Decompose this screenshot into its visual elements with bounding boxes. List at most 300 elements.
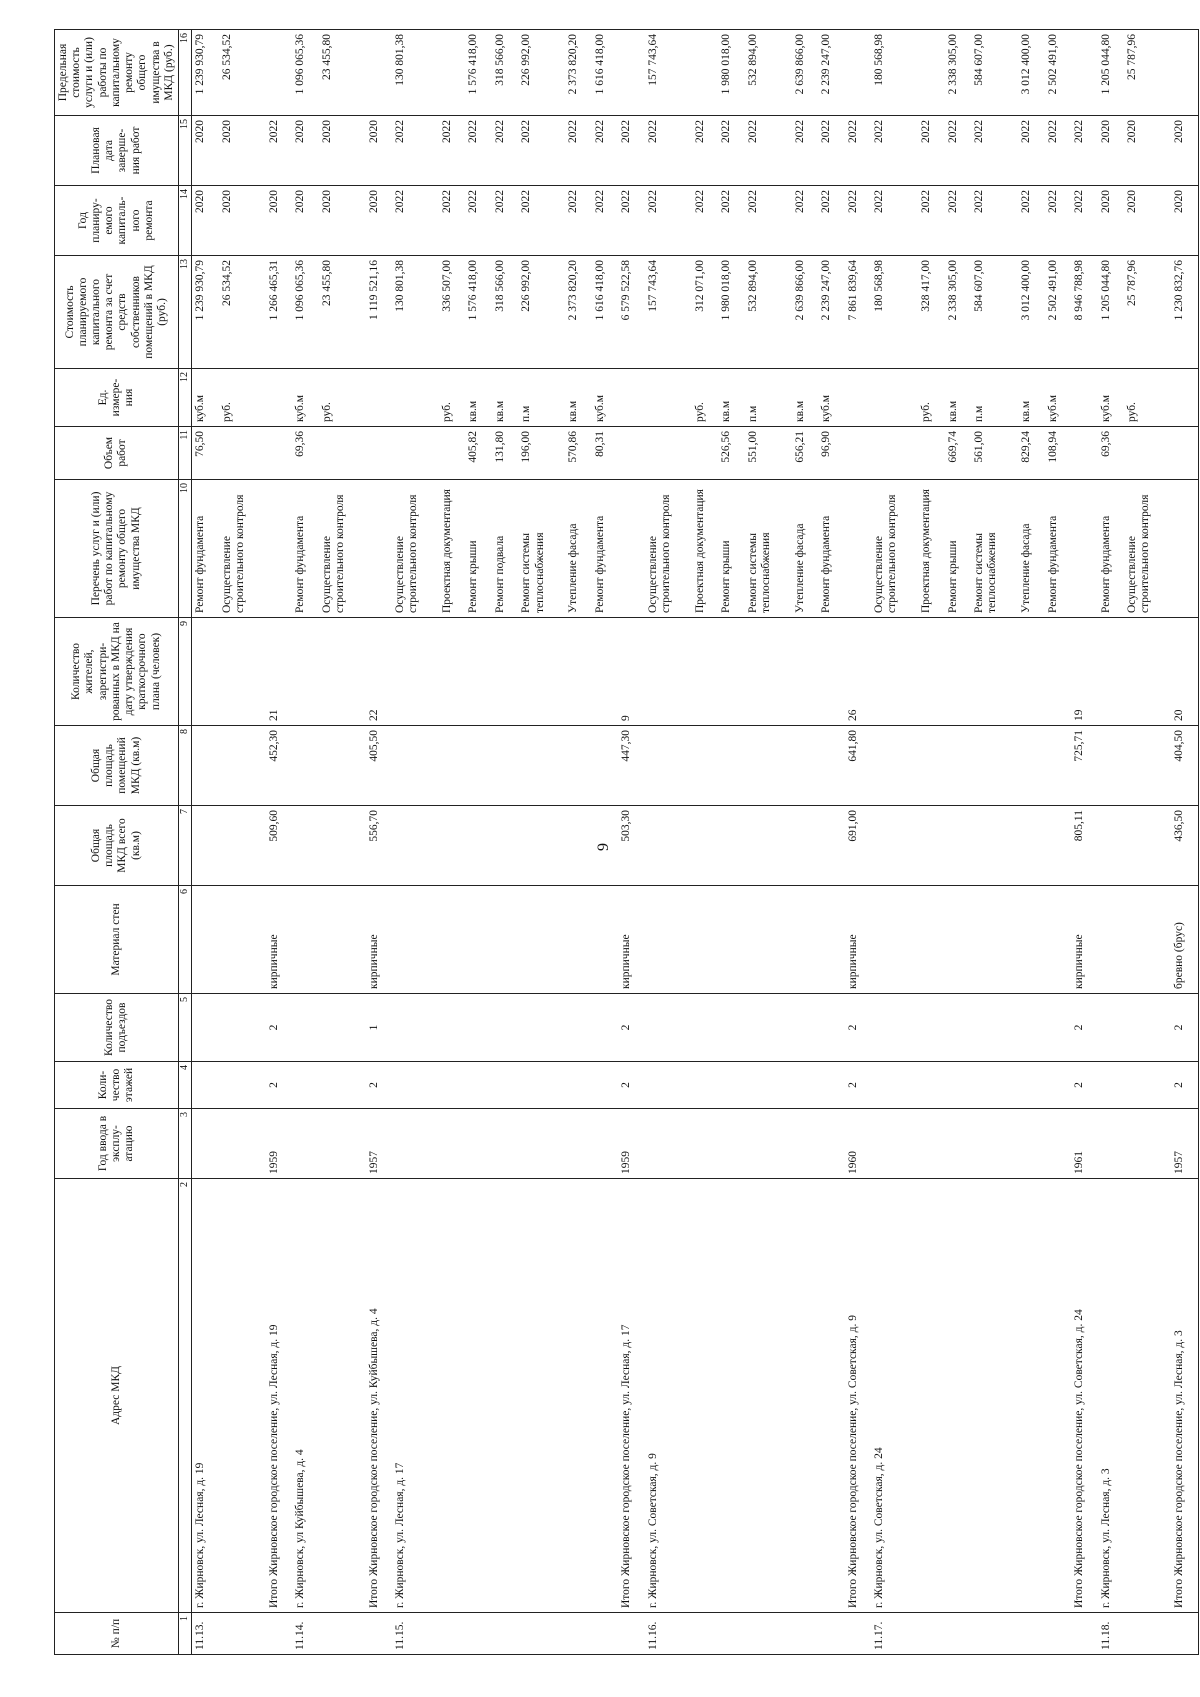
entrances-cell — [718, 994, 745, 1062]
row-number-cell: 11.15. — [392, 1613, 439, 1655]
table-row — [918, 30, 945, 1655]
work-type-cell — [845, 480, 872, 618]
row-number-cell — [945, 1613, 972, 1655]
unit-cell — [845, 369, 872, 427]
table-row — [319, 30, 366, 1655]
completion-date-cell: 2022 — [918, 116, 945, 186]
residents-cell: 9 — [618, 618, 645, 726]
entrances-cell — [1124, 994, 1171, 1062]
limit-cost-cell: 23 455,80 — [319, 30, 366, 116]
wall-material-cell — [492, 886, 519, 994]
unit-cell — [618, 369, 645, 427]
work-type-cell: Осуществление строительного контроля — [1124, 480, 1171, 618]
entrances-cell: 2 — [1071, 994, 1098, 1062]
planned-year-cell: 2022 — [1045, 186, 1072, 256]
column-number: 16 — [178, 30, 191, 116]
entrances-cell — [918, 994, 945, 1062]
premises-area-cell — [1098, 726, 1125, 806]
column-header: Предельная стоимость услуги и (или) работы по капитальному ремонту общего имущества в МКД (руб.) — [55, 30, 179, 116]
floors-cell: 2 — [266, 1062, 293, 1109]
planned-year-cell: 2020 — [1098, 186, 1125, 256]
limit-cost-cell: 532 894,00 — [745, 30, 792, 116]
limit-cost-cell — [918, 30, 945, 116]
residents-cell — [319, 618, 366, 726]
residents-cell: 22 — [366, 618, 393, 726]
limit-cost-cell: 226 992,00 — [518, 30, 565, 116]
entrances-cell — [292, 994, 319, 1062]
work-volume-cell: 96,90 — [818, 427, 845, 480]
unit-cell: кв.м — [1018, 369, 1045, 427]
premises-area-cell — [1124, 726, 1171, 806]
entrances-cell: 2 — [618, 994, 645, 1062]
total-area-cell — [792, 806, 819, 886]
subtotal-row — [1071, 30, 1098, 1655]
residents-cell — [465, 618, 492, 726]
premises-area-cell — [718, 726, 745, 806]
planned-cost-cell: 226 992,00 — [518, 256, 565, 369]
completion-date-cell: 2020 — [219, 116, 266, 186]
floors-cell: 2 — [845, 1062, 872, 1109]
entrances-cell — [871, 994, 918, 1062]
address-cell — [492, 1179, 519, 1613]
table-row — [465, 30, 492, 1655]
premises-area-cell — [918, 726, 945, 806]
floors-cell — [492, 1062, 519, 1109]
planned-year-cell: 2020 — [1171, 186, 1199, 256]
completion-date-cell: 2022 — [592, 116, 619, 186]
limit-cost-cell — [366, 30, 393, 116]
limit-cost-cell: 2 502 491,00 — [1045, 30, 1072, 116]
unit-cell: кв.м — [492, 369, 519, 427]
planned-year-cell: 2022 — [492, 186, 519, 256]
subtotal-row — [366, 30, 393, 1655]
wall-material-cell — [565, 886, 592, 994]
planned-year-cell: 2022 — [871, 186, 918, 256]
completion-date-cell: 2020 — [1098, 116, 1125, 186]
commission-year-cell — [392, 1109, 439, 1179]
wall-material-cell: кирпичные — [366, 886, 393, 994]
work-volume-cell: 526,56 — [718, 427, 745, 480]
work-type-cell: Проектная документация — [692, 480, 719, 618]
limit-cost-cell: 180 568,98 — [871, 30, 918, 116]
entrances-cell — [818, 994, 845, 1062]
work-volume-cell — [618, 427, 645, 480]
row-number-cell — [1045, 1613, 1072, 1655]
unit-cell — [1171, 369, 1199, 427]
commission-year-cell — [465, 1109, 492, 1179]
commission-year-cell — [191, 1109, 218, 1179]
limit-cost-cell: 1 980 018,00 — [718, 30, 745, 116]
commission-year-cell — [692, 1109, 719, 1179]
work-volume-cell — [266, 427, 293, 480]
work-type-cell: Утепление фасада — [1018, 480, 1045, 618]
work-type-cell: Утепление фасада — [565, 480, 592, 618]
total-area-cell — [971, 806, 1018, 886]
column-number: 12 — [178, 369, 191, 427]
work-volume-cell — [645, 427, 692, 480]
work-type-cell: Ремонт крыши — [465, 480, 492, 618]
address-cell — [1045, 1179, 1072, 1613]
commission-year-cell — [718, 1109, 745, 1179]
planned-year-cell: 2022 — [518, 186, 565, 256]
row-number-cell: 11.18. — [1098, 1613, 1125, 1655]
row-number-cell — [1018, 1613, 1045, 1655]
total-area-cell — [392, 806, 439, 886]
entrances-cell — [439, 994, 466, 1062]
planned-cost-cell: 2 338 305,00 — [945, 256, 972, 369]
limit-cost-cell — [845, 30, 872, 116]
residents-cell — [191, 618, 218, 726]
planned-year-cell: 2022 — [592, 186, 619, 256]
entrances-cell — [1018, 994, 1045, 1062]
unit-cell: куб.м — [1045, 369, 1072, 427]
column-header: Объем работ — [55, 427, 179, 480]
column-header: Общая площадь помещений МКД (кв.м) — [55, 726, 179, 806]
work-volume-cell — [1171, 427, 1199, 480]
work-volume-cell: 551,00 — [745, 427, 792, 480]
planned-year-cell: 2022 — [845, 186, 872, 256]
floors-cell — [692, 1062, 719, 1109]
address-cell: Итого Жирновское городское поселение, ул. Лесная, д. 17 — [618, 1179, 645, 1613]
floors-cell — [971, 1062, 1018, 1109]
table-row — [392, 30, 439, 1655]
row-number-cell — [792, 1613, 819, 1655]
column-header: Количество жителей, зарегистри-рованных в МКД на дату утверждения краткосрочного плана (человек) — [55, 618, 179, 726]
total-area-cell — [918, 806, 945, 886]
residents-cell — [718, 618, 745, 726]
total-area-cell — [319, 806, 366, 886]
residents-cell — [1018, 618, 1045, 726]
work-volume-cell: 669,74 — [945, 427, 972, 480]
planned-cost-cell: 1 980 018,00 — [718, 256, 745, 369]
total-area-cell — [191, 806, 218, 886]
work-volume-cell — [918, 427, 945, 480]
work-type-cell: Ремонт фундамента — [592, 480, 619, 618]
wall-material-cell — [745, 886, 792, 994]
completion-date-cell: 2022 — [618, 116, 645, 186]
planned-year-cell: 2022 — [918, 186, 945, 256]
row-number-cell — [592, 1613, 619, 1655]
total-area-cell — [492, 806, 519, 886]
floors-cell — [439, 1062, 466, 1109]
planned-cost-cell: 1 230 832,76 — [1171, 256, 1199, 369]
work-type-cell: Ремонт фундамента — [191, 480, 218, 618]
work-volume-cell — [319, 427, 366, 480]
work-volume-cell — [366, 427, 393, 480]
row-number-cell — [918, 1613, 945, 1655]
row-number-cell — [818, 1613, 845, 1655]
unit-cell: руб. — [439, 369, 466, 427]
completion-date-cell: 2022 — [465, 116, 492, 186]
work-volume-cell — [845, 427, 872, 480]
entrances-cell — [971, 994, 1018, 1062]
commission-year-cell — [871, 1109, 918, 1179]
address-cell — [1124, 1179, 1171, 1613]
row-number-cell — [1071, 1613, 1098, 1655]
planned-cost-cell: 6 579 522,58 — [618, 256, 645, 369]
column-header: № п/п — [55, 1613, 179, 1655]
work-type-cell: Проектная документация — [439, 480, 466, 618]
wall-material-cell — [465, 886, 492, 994]
planned-year-cell: 2022 — [392, 186, 439, 256]
address-cell — [1018, 1179, 1045, 1613]
commission-year-cell: 1961 — [1071, 1109, 1098, 1179]
unit-cell — [392, 369, 439, 427]
address-cell — [219, 1179, 266, 1613]
address-cell — [792, 1179, 819, 1613]
row-number-cell — [718, 1613, 745, 1655]
row-number-cell — [219, 1613, 266, 1655]
address-cell: г. Жирновск, ул. Советская, д. 9 — [645, 1179, 692, 1613]
premises-area-cell: 405,50 — [366, 726, 393, 806]
planned-cost-cell: 318 566,00 — [492, 256, 519, 369]
wall-material-cell — [1018, 886, 1045, 994]
work-volume-cell: 80,31 — [592, 427, 619, 480]
total-area-cell: 556,70 — [366, 806, 393, 886]
limit-cost-cell: 1 616 418,00 — [592, 30, 619, 116]
address-cell — [565, 1179, 592, 1613]
planned-cost-cell: 1 119 521,16 — [366, 256, 393, 369]
floors-cell — [918, 1062, 945, 1109]
address-cell: Итого Жирновское городское поселение, ул. Лесная, д. 3 — [1171, 1179, 1199, 1613]
completion-date-cell: 2022 — [745, 116, 792, 186]
limit-cost-cell — [1071, 30, 1098, 116]
limit-cost-cell: 1 239 930,79 — [191, 30, 218, 116]
total-area-cell — [1045, 806, 1072, 886]
planned-cost-cell: 2 502 491,00 — [1045, 256, 1072, 369]
premises-area-cell — [945, 726, 972, 806]
table-row — [492, 30, 519, 1655]
completion-date-cell: 2022 — [718, 116, 745, 186]
entrances-cell — [592, 994, 619, 1062]
planned-cost-cell: 1 576 418,00 — [465, 256, 492, 369]
unit-cell — [871, 369, 918, 427]
address-cell — [692, 1179, 719, 1613]
commission-year-cell — [971, 1109, 1018, 1179]
completion-date-cell: 2022 — [392, 116, 439, 186]
completion-date-cell: 2020 — [292, 116, 319, 186]
premises-area-cell — [871, 726, 918, 806]
work-volume-cell: 656,21 — [792, 427, 819, 480]
column-number: 6 — [178, 886, 191, 994]
planned-year-cell: 2022 — [439, 186, 466, 256]
entrances-cell: 1 — [366, 994, 393, 1062]
completion-date-cell: 2022 — [565, 116, 592, 186]
table-row — [645, 30, 692, 1655]
total-area-cell — [945, 806, 972, 886]
row-number-cell — [565, 1613, 592, 1655]
work-type-cell: Ремонт системы теплоснабжения — [971, 480, 1018, 618]
column-number: 7 — [178, 806, 191, 886]
commission-year-cell — [518, 1109, 565, 1179]
unit-cell: кв.м — [792, 369, 819, 427]
work-volume-cell — [871, 427, 918, 480]
residents-cell: 26 — [845, 618, 872, 726]
column-number: 1 — [178, 1613, 191, 1655]
table-row — [565, 30, 592, 1655]
planned-cost-cell: 1 096 065,36 — [292, 256, 319, 369]
entrances-cell: 2 — [845, 994, 872, 1062]
address-cell — [745, 1179, 792, 1613]
floors-cell — [718, 1062, 745, 1109]
commission-year-cell — [792, 1109, 819, 1179]
commission-year-cell — [319, 1109, 366, 1179]
unit-cell — [1071, 369, 1098, 427]
planned-cost-cell: 1 266 465,31 — [266, 256, 293, 369]
work-type-cell: Осуществление строительного контроля — [392, 480, 439, 618]
total-area-cell — [692, 806, 719, 886]
table-row — [692, 30, 719, 1655]
work-type-cell — [618, 480, 645, 618]
row-number-cell: 11.13. — [191, 1613, 218, 1655]
floors-cell — [871, 1062, 918, 1109]
address-cell: Итого Жирновское городское поселение, ул. Куйбышева, д. 4 — [366, 1179, 393, 1613]
entrances-cell — [1045, 994, 1072, 1062]
wall-material-cell — [292, 886, 319, 994]
column-header: Коли-чество этажей — [55, 1062, 179, 1109]
table-row — [1018, 30, 1045, 1655]
table-row — [871, 30, 918, 1655]
residents-cell — [745, 618, 792, 726]
premises-area-cell — [392, 726, 439, 806]
limit-cost-cell — [439, 30, 466, 116]
planned-year-cell: 2022 — [465, 186, 492, 256]
commission-year-cell — [1124, 1109, 1171, 1179]
planned-year-cell: 2020 — [191, 186, 218, 256]
premises-area-cell — [439, 726, 466, 806]
wall-material-cell — [818, 886, 845, 994]
premises-area-cell — [792, 726, 819, 806]
wall-material-cell — [1045, 886, 1072, 994]
unit-cell: кв.м — [718, 369, 745, 427]
completion-date-cell: 2022 — [971, 116, 1018, 186]
premises-area-cell — [319, 726, 366, 806]
column-number: 2 — [178, 1179, 191, 1613]
planned-cost-cell: 25 787,96 — [1124, 256, 1171, 369]
table-row — [592, 30, 619, 1655]
total-area-cell: 805,11 — [1071, 806, 1098, 886]
commission-year-cell: 1957 — [1171, 1109, 1199, 1179]
planned-cost-cell: 26 534,52 — [219, 256, 266, 369]
planned-year-cell: 2022 — [618, 186, 645, 256]
limit-cost-cell: 25 787,96 — [1124, 30, 1171, 116]
wall-material-cell: бревно (брус) — [1171, 886, 1199, 994]
commission-year-cell — [439, 1109, 466, 1179]
row-number-cell: 11.17. — [871, 1613, 918, 1655]
premises-area-cell — [292, 726, 319, 806]
address-cell: г. Жирновск, ул. Лесная, д. 17 — [392, 1179, 439, 1613]
commission-year-cell — [1045, 1109, 1072, 1179]
residents-cell — [871, 618, 918, 726]
wall-material-cell — [592, 886, 619, 994]
total-area-cell — [1098, 806, 1125, 886]
address-cell — [918, 1179, 945, 1613]
unit-cell: п.м — [745, 369, 792, 427]
limit-cost-cell: 2 239 247,00 — [818, 30, 845, 116]
work-type-cell: Ремонт фундамента — [1045, 480, 1072, 618]
planned-cost-cell: 157 743,64 — [645, 256, 692, 369]
residents-cell — [971, 618, 1018, 726]
rotated-table-container — [54, 30, 1199, 1655]
work-type-cell: Ремонт системы теплоснабжения — [745, 480, 792, 618]
table-row — [718, 30, 745, 1655]
entrances-cell: 2 — [1171, 994, 1199, 1062]
planned-cost-cell: 532 894,00 — [745, 256, 792, 369]
planned-year-cell: 2022 — [718, 186, 745, 256]
work-type-cell: Осуществление строительного контроля — [645, 480, 692, 618]
unit-cell: руб. — [918, 369, 945, 427]
work-type-cell: Ремонт подвала — [492, 480, 519, 618]
table-row — [1124, 30, 1171, 1655]
planned-cost-cell: 2 373 820,20 — [565, 256, 592, 369]
total-area-cell — [645, 806, 692, 886]
floors-cell: 2 — [618, 1062, 645, 1109]
premises-area-cell — [971, 726, 1018, 806]
wall-material-cell: кирпичные — [1071, 886, 1098, 994]
work-type-cell: Проектная документация — [918, 480, 945, 618]
floors-cell — [292, 1062, 319, 1109]
row-number-cell — [1171, 1613, 1199, 1655]
work-type-cell — [266, 480, 293, 618]
premises-area-cell — [745, 726, 792, 806]
planned-year-cell: 2022 — [692, 186, 719, 256]
planned-cost-cell: 7 861 839,64 — [845, 256, 872, 369]
work-volume-cell: 69,36 — [1098, 427, 1125, 480]
completion-date-cell: 2022 — [692, 116, 719, 186]
table-row — [191, 30, 218, 1655]
planned-cost-cell: 2 639 866,00 — [792, 256, 819, 369]
entrances-cell — [319, 994, 366, 1062]
row-number-cell — [439, 1613, 466, 1655]
planned-cost-cell: 2 239 247,00 — [818, 256, 845, 369]
planned-year-cell: 2020 — [366, 186, 393, 256]
work-type-cell: Ремонт фундамента — [818, 480, 845, 618]
residents-cell: 20 — [1171, 618, 1199, 726]
premises-area-cell — [818, 726, 845, 806]
planned-year-cell: 2020 — [319, 186, 366, 256]
entrances-cell — [191, 994, 218, 1062]
planned-year-cell: 2022 — [645, 186, 692, 256]
planned-cost-cell: 3 012 400,00 — [1018, 256, 1045, 369]
premises-area-cell — [219, 726, 266, 806]
entrances-cell — [745, 994, 792, 1062]
commission-year-cell — [565, 1109, 592, 1179]
row-number-cell — [366, 1613, 393, 1655]
row-number-cell — [319, 1613, 366, 1655]
address-cell: г. Жирновск, ул. Лесная, д. 3 — [1098, 1179, 1125, 1613]
work-type-cell: Ремонт крыши — [945, 480, 972, 618]
capital-repair-table — [54, 29, 1199, 1655]
total-area-cell — [745, 806, 792, 886]
commission-year-cell: 1957 — [366, 1109, 393, 1179]
table-row — [945, 30, 972, 1655]
planned-year-cell: 2022 — [1018, 186, 1045, 256]
premises-area-cell — [592, 726, 619, 806]
limit-cost-cell: 318 566,00 — [492, 30, 519, 116]
wall-material-cell — [645, 886, 692, 994]
work-volume-cell — [1071, 427, 1098, 480]
completion-date-cell: 2020 — [1124, 116, 1171, 186]
premises-area-cell: 725,71 — [1071, 726, 1098, 806]
row-number-cell — [618, 1613, 645, 1655]
entrances-cell — [219, 994, 266, 1062]
column-number: 3 — [178, 1109, 191, 1179]
column-header: Год планиру-емого капиталь-ного ремонта — [55, 186, 179, 256]
column-header: Адрес МКД — [55, 1179, 179, 1613]
table-row — [518, 30, 565, 1655]
row-number-cell — [1124, 1613, 1171, 1655]
column-number: 5 — [178, 994, 191, 1062]
